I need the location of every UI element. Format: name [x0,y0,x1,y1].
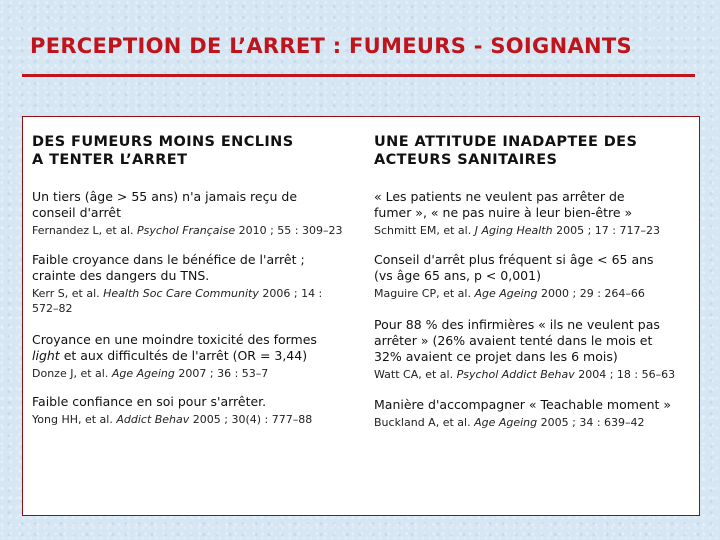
reference: Kerr S, et al. Health Soc Care Community 2006 ; 14 : 572–82 [32,287,323,315]
statement: Croyance en une moindre toxicité des formes light et aux difficultés de l'arrêt (OR = 3,44) [32,332,317,363]
caregivers-item-4 [374,397,692,430]
slide-title: PERCEPTION DE L’ARRET : FUMEURS - SOIGNANTS [30,34,632,58]
caregivers-heading: UNE ATTITUDE INADAPTEE DES ACTEURS SANITAIRES [374,134,638,168]
reference: Schmitt EM, et al. J Aging Health 2005 ; 17 : 717–23 [374,224,660,237]
caregivers-item-1 [374,189,692,238]
statement: Manière d'accompagner « Teachable moment » [374,397,672,412]
statement: Un tiers (âge > 55 ans) n'a jamais reçu de conseil d'arrêt [32,189,298,220]
reference: Fernandez L, et al. Psychol Française 2010 ; 55 : 309–23 [32,224,343,237]
reference: Maguire CP, et al. Age Ageing 2000 ; 29 : 264–66 [374,287,645,300]
smokers-item-3 [32,332,350,381]
reference: Buckland A, et al. Age Ageing 2005 ; 34 : 639–42 [374,416,645,429]
reference: Donze J, et al. Age Ageing 2007 ; 36 : 53–7 [32,367,269,380]
smokers-item-2 [32,252,350,316]
statement: Conseil d'arrêt plus fréquent si âge < 65 ans (vs âge 65 ans, p < 0,001) [374,252,654,283]
smokers-heading: DES FUMEURS MOINS ENCLINS A TENTER L’ARRET [32,134,294,168]
reference: Yong HH, et al. Addict Behav 2005 ; 30(4) : 777–88 [32,413,313,426]
smokers-item-4 [32,394,350,427]
statement: Pour 88 % des infirmières « ils ne veulent pas arrêter » (26% avaient tenté dans le mois et 32% avaient ce projet dans les 6 mois) [374,317,660,364]
content-panel [22,116,700,516]
caregivers-item-2 [374,252,692,301]
caregivers-item-3 [374,317,692,382]
statement: Faible croyance dans le bénéfice de l'arrêt ; crainte des dangers du TNS. [32,252,305,283]
statement: Faible confiance en soi pour s'arrêter. [32,394,267,409]
reference: Watt CA, et al. Psychol Addict Behav 2004 ; 18 : 56–63 [374,368,676,381]
statement: « Les patients ne veulent pas arrêter de fumer », « ne pas nuire à leur bien-être » [374,189,633,220]
title-underline [22,74,695,77]
smokers-item-1 [32,189,350,238]
